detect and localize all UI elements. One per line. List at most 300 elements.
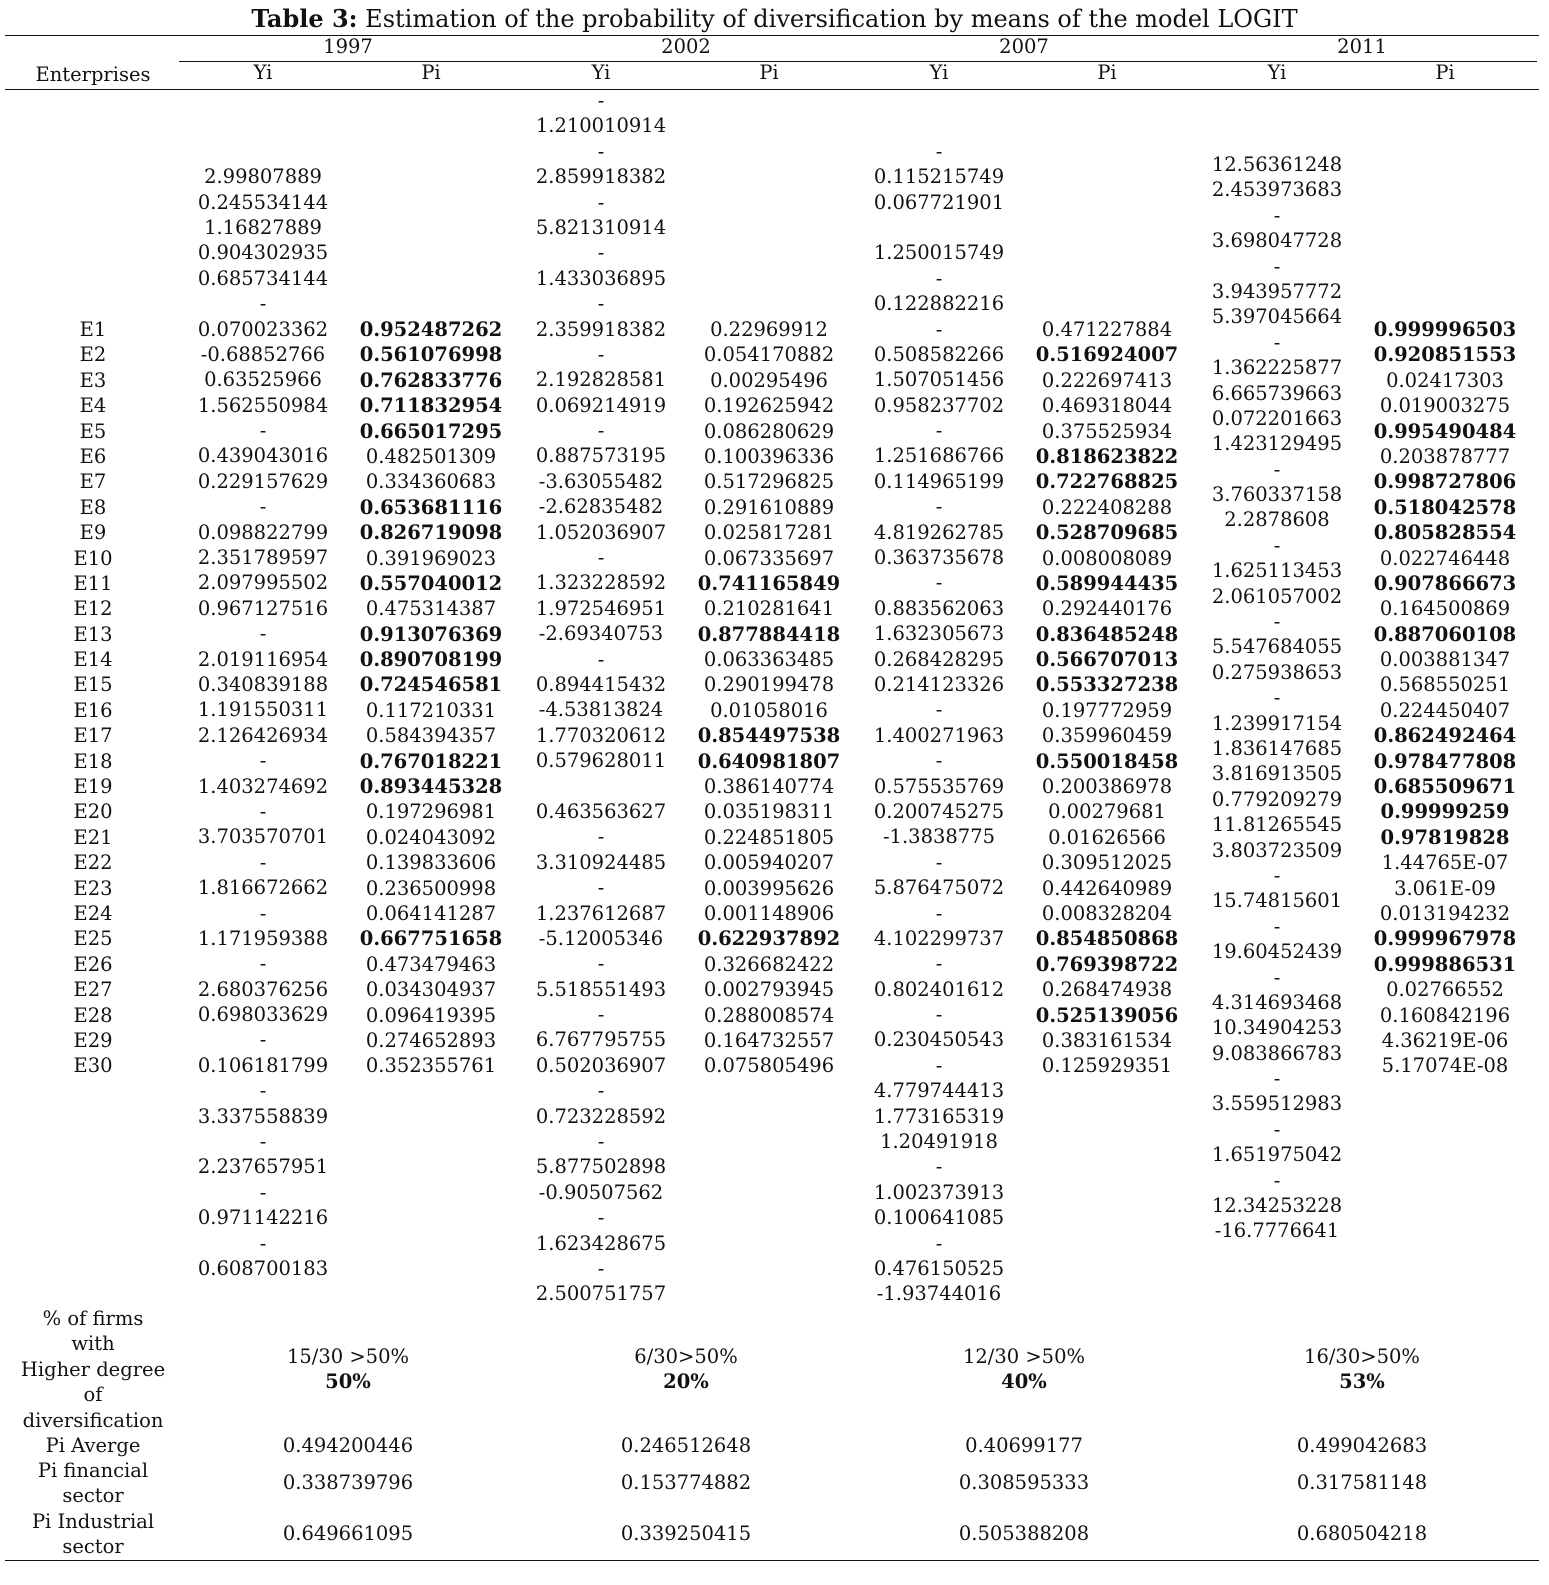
yi-header-2011: Yi xyxy=(1267,61,1287,84)
yi-value: - xyxy=(259,1028,267,1052)
yi-value: 10.34904253 xyxy=(1211,1016,1343,1040)
pi-value: 0.525139056 xyxy=(1035,1003,1179,1027)
yi-value: - xyxy=(935,1053,943,1077)
yi-value: - xyxy=(1273,330,1281,354)
pi-value: 0.02417303 xyxy=(1386,368,1504,392)
pi-value: 0.877884418 xyxy=(697,622,841,646)
pi-value: 0.274652893 xyxy=(365,1028,497,1052)
yi-value: 3.337558839 xyxy=(197,1104,329,1128)
yi-value: 0.685734144 xyxy=(197,266,329,290)
yi-value: 19.60452439 xyxy=(1211,940,1343,964)
pi-value: 0.890708199 xyxy=(359,648,503,672)
enterprise-label: E8 xyxy=(79,495,107,519)
yi-value: 1.237612687 xyxy=(535,901,667,925)
yi-value: 0.904302935 xyxy=(197,241,329,265)
enterprise-label: E14 xyxy=(73,648,113,672)
yi-value: - xyxy=(597,1206,605,1230)
pi-value: 0.589944435 xyxy=(1035,571,1179,595)
yi-value: 1.651975042 xyxy=(1211,1143,1343,1167)
pi-value: 3.061E-09 xyxy=(1394,876,1496,900)
yi-value: -2.62835482 xyxy=(538,495,664,519)
yi-value: 1.816672662 xyxy=(197,876,329,900)
pi-value: 0.854497538 xyxy=(697,724,841,748)
yi-value: 5.547684055 xyxy=(1211,635,1343,659)
enterprise-label: E2 xyxy=(79,343,107,367)
pi-value: 0.471227884 xyxy=(1041,318,1173,341)
enterprise-label: E25 xyxy=(73,927,113,951)
yi-value: 0.275938653 xyxy=(1211,660,1343,684)
yi-value: 6.665739663 xyxy=(1211,381,1343,405)
pi-value: 0.469318044 xyxy=(1041,394,1173,418)
pct-2002 xyxy=(517,1344,855,1395)
pi-value: 0.002793945 xyxy=(703,978,835,1002)
pi-value: 0.003881347 xyxy=(1379,648,1511,672)
yi-header-2002: Yi xyxy=(591,61,611,84)
yi-value: - xyxy=(259,622,267,646)
yi-value: - xyxy=(259,850,267,874)
yi-value: 15.74815601 xyxy=(1211,889,1343,913)
yi-value: 2.237657951 xyxy=(197,1155,329,1179)
pi-value: 0.653681116 xyxy=(359,495,503,519)
yi-value: - xyxy=(597,876,605,900)
yi-value: 0.106181799 xyxy=(197,1053,329,1077)
yi-value: - xyxy=(597,190,605,214)
yi-value: 0.122882216 xyxy=(873,292,1005,316)
yi-value: 3.703570701 xyxy=(197,825,329,849)
yi-value: 2.680376256 xyxy=(197,977,329,1001)
yi-value: 1.770320612 xyxy=(535,723,667,747)
yi-value: - xyxy=(597,342,605,366)
pi-value: 0.334360683 xyxy=(365,470,497,494)
yi-value: - xyxy=(1273,203,1281,227)
pi-financial-label xyxy=(8,1458,178,1509)
yi-value: 0.070023362 xyxy=(197,317,329,341)
pi-value: 0.391969023 xyxy=(365,546,497,570)
yi-value: 0.883562063 xyxy=(873,596,1005,620)
yi-value: 0.098822799 xyxy=(197,520,329,544)
pi-value: 0.622937892 xyxy=(697,927,841,951)
yi-value: 1.403274692 xyxy=(197,774,329,798)
year-2007: 2007 xyxy=(999,35,1049,58)
pct-2011 xyxy=(1193,1344,1531,1395)
pi-average-label: Pi Averge xyxy=(45,1434,141,1457)
pi-value: 0.359960459 xyxy=(1041,724,1173,748)
pi-industrial-label xyxy=(8,1509,178,1560)
pi-value: 0.999886531 xyxy=(1373,952,1517,976)
yi-value: 0.579628011 xyxy=(535,749,667,773)
yi-value: 4.102299737 xyxy=(873,926,1005,950)
pi-value: 0.584394357 xyxy=(365,724,497,748)
enterprise-label: E11 xyxy=(73,571,113,595)
pi-value: 0.99999259 xyxy=(1380,800,1510,824)
table-number: Table 3: xyxy=(251,4,358,33)
yi-value: 1.773165319 xyxy=(873,1104,1005,1128)
yi-value: 1.972546951 xyxy=(535,596,667,620)
pi-value: 0.978477808 xyxy=(1373,749,1517,773)
enterprise-label: E22 xyxy=(73,851,113,875)
table-caption: Estimation of the probability of diversification by means of the model LOGIT xyxy=(357,5,1298,33)
yi-value: - xyxy=(935,901,943,925)
yi-value: - xyxy=(259,1130,267,1154)
yi-value: 3.816913505 xyxy=(1211,762,1343,786)
pi-financial-1997: 0.338739796 xyxy=(282,1471,414,1494)
pi-value: 0.557040012 xyxy=(359,571,503,595)
yi-value: 11.81265545 xyxy=(1211,813,1343,837)
enterprise-label: E29 xyxy=(73,1028,113,1052)
yi-value: 2.126426934 xyxy=(197,723,329,747)
pi-value: 0.907866673 xyxy=(1373,571,1517,595)
yi-value: -1.93744016 xyxy=(876,1282,1002,1306)
pi-value: 0.999996503 xyxy=(1373,318,1517,341)
yi-value: - xyxy=(259,495,267,519)
enterprise-label: E1 xyxy=(79,318,107,341)
pi-value: 0.013194232 xyxy=(1379,901,1511,925)
pi-value: 0.075805496 xyxy=(703,1054,835,1078)
pi-value: 0.862492464 xyxy=(1373,724,1517,748)
enterprise-label: E19 xyxy=(73,775,113,799)
pi-average-2002: 0.246512648 xyxy=(620,1434,752,1457)
enterprises-header: Enterprises xyxy=(35,63,151,86)
yi-value: 0.245534144 xyxy=(197,190,329,214)
pi-value: 0.203878777 xyxy=(1379,444,1511,468)
yi-value: 1.507051456 xyxy=(873,368,1005,392)
pct-1997 xyxy=(179,1344,517,1395)
yi-value: 0.069214919 xyxy=(535,393,667,417)
yi-value: 0.439043016 xyxy=(197,444,329,468)
yi-value: 2.019116954 xyxy=(197,647,329,671)
ind-label-line: sector xyxy=(62,1535,124,1559)
yi-value: - xyxy=(1273,1168,1281,1192)
yi-value: - xyxy=(597,952,605,976)
pi-value: 0.096419395 xyxy=(365,1003,497,1027)
yi-value: 0.476150525 xyxy=(873,1256,1005,1280)
year-2011: 2011 xyxy=(1337,35,1387,58)
yi-value: 3.760337158 xyxy=(1211,483,1343,507)
yi-value: - xyxy=(259,1180,267,1204)
pi-value: 0.326682422 xyxy=(703,952,835,976)
pi-value: 0.352355761 xyxy=(365,1054,497,1078)
yi-value: 2.453973683 xyxy=(1211,178,1343,202)
yi-value: - xyxy=(935,317,943,341)
yi-value: 1.632305673 xyxy=(873,622,1005,646)
enterprise-column xyxy=(8,317,178,1079)
yi-value xyxy=(855,88,1023,113)
yi-value: 0.214123326 xyxy=(873,672,1005,696)
yi-value: - xyxy=(935,698,943,722)
pi-value: 0.913076369 xyxy=(359,622,503,646)
pi-column-2002 xyxy=(685,317,853,1079)
yi-value: 2.359918382 xyxy=(535,317,667,341)
yi-value: 1.171959388 xyxy=(197,926,329,950)
pi-value: 0.034304937 xyxy=(365,978,497,1002)
fin-label-line: Pi financial xyxy=(37,1459,149,1482)
pi-value: 0.063363485 xyxy=(703,648,835,672)
yi-column-2007 xyxy=(855,88,1023,1307)
pi-value: 0.01626566 xyxy=(1048,825,1166,849)
yi-value: 1.210010914 xyxy=(535,114,667,138)
yi-value: - xyxy=(935,749,943,773)
yi-value: 1.239917154 xyxy=(1211,711,1343,735)
pi-value: 0.640981807 xyxy=(697,749,841,773)
pi-header-2011: Pi xyxy=(1435,61,1455,84)
yi-column-1997 xyxy=(179,88,347,1281)
yi-value: 1.362225877 xyxy=(1211,356,1343,380)
yi-value: 0.268428295 xyxy=(873,647,1005,671)
yi-value xyxy=(855,113,1023,138)
pct-label-line: diversification xyxy=(22,1408,164,1432)
pi-value: 0.769398722 xyxy=(1035,952,1179,976)
yi-value: - xyxy=(1273,610,1281,634)
pi-value: 0.01058016 xyxy=(710,698,828,722)
year-2002: 2002 xyxy=(661,35,711,58)
yi-value: - xyxy=(597,139,605,163)
pi-value: 0.035198311 xyxy=(703,800,835,824)
yi-value: 1.002373913 xyxy=(873,1180,1005,1204)
yi-value xyxy=(179,88,347,113)
enterprise-label: E23 xyxy=(73,876,113,900)
enterprise-label: E12 xyxy=(73,597,113,621)
ratio-2002: 6/30>50% xyxy=(634,1345,738,1368)
yi-value: - xyxy=(597,825,605,849)
pi-value: 0.192625942 xyxy=(703,394,835,418)
pi-header-2007: Pi xyxy=(1097,61,1117,84)
yi-value: -0.90507562 xyxy=(538,1180,664,1204)
yi-value: 0.229157629 xyxy=(197,469,329,493)
yi-value: 0.502036907 xyxy=(535,1053,667,1077)
yi-value: - xyxy=(597,546,605,570)
yi-value: 1.423129495 xyxy=(1211,432,1343,456)
yi-value: 2.351789597 xyxy=(197,546,329,570)
fin-label-line: sector xyxy=(62,1484,124,1508)
pct-label-line: of xyxy=(83,1383,103,1407)
yi-value: 3.698047728 xyxy=(1211,229,1343,253)
yi-value: - xyxy=(1273,457,1281,481)
pi-value: 0.008008089 xyxy=(1041,546,1173,570)
yi-value: 1.400271963 xyxy=(873,723,1005,747)
yi-value: 0.887573195 xyxy=(535,444,667,468)
yi-value: - xyxy=(935,495,943,519)
yi-value: 1.323228592 xyxy=(535,571,667,595)
yi-value: - xyxy=(935,952,943,976)
enterprise-label: E5 xyxy=(79,419,107,443)
yi-value: - xyxy=(259,952,267,976)
enterprise-label: E17 xyxy=(73,724,113,748)
yi-value: 1.625113453 xyxy=(1211,559,1343,583)
pi-value: 0.999967978 xyxy=(1373,927,1517,951)
pi-financial-2011: 0.317581148 xyxy=(1296,1471,1428,1494)
yi-value: 2.061057002 xyxy=(1211,584,1343,608)
enterprise-label: E7 xyxy=(79,470,107,494)
pi-value: 0.375525934 xyxy=(1041,419,1173,443)
pi-value: 0.920851553 xyxy=(1373,343,1517,367)
pi-value: 0.290199478 xyxy=(703,673,835,697)
yi-value: 0.463563627 xyxy=(535,799,667,823)
pi-value: 0.224851805 xyxy=(703,825,835,849)
pct-label-line: % of firms xyxy=(42,1307,144,1330)
enterprise-label: E4 xyxy=(79,394,107,418)
yi-value: 0.200745275 xyxy=(873,799,1005,823)
yi-value: - xyxy=(597,1130,605,1154)
yi-value: 4.819262785 xyxy=(873,520,1005,544)
yi-value: 0.723228592 xyxy=(535,1104,667,1128)
yi-value: 0.100641085 xyxy=(873,1206,1005,1230)
pi-value: 0.210281641 xyxy=(703,597,835,621)
yi-value: -1.3838775 xyxy=(882,825,996,849)
pi-value: 0.711832954 xyxy=(359,394,503,418)
pi-value: 0.001148906 xyxy=(703,901,835,925)
pi-value: 0.236500998 xyxy=(365,876,497,900)
yi-value: 1.623428675 xyxy=(535,1231,667,1255)
pi-average-2007: 0.40699177 xyxy=(965,1434,1083,1457)
pi-value: 0.685509671 xyxy=(1373,775,1517,799)
pi-value: 0.724546581 xyxy=(359,673,503,697)
yi-value: 6.767795755 xyxy=(535,1028,667,1052)
yi-value: - xyxy=(935,850,943,874)
pi-value: 0.200386978 xyxy=(1041,775,1173,799)
yi-value: -5.12005346 xyxy=(538,926,664,950)
pi-value: 0.022746448 xyxy=(1379,546,1511,570)
pi-value: 0.741165849 xyxy=(697,571,841,595)
yi-value: 0.230450543 xyxy=(873,1028,1005,1052)
yi-value: - xyxy=(1273,533,1281,557)
yi-value: 3.559512983 xyxy=(1211,1092,1343,1116)
yi-value: 0.802401612 xyxy=(873,977,1005,1001)
yi-value: 0.115215749 xyxy=(873,165,1005,189)
pi-value: 0.222697413 xyxy=(1041,368,1173,392)
bottom-rule xyxy=(5,1560,1539,1561)
pi-value: 0.805828554 xyxy=(1373,521,1517,545)
yi-header-1997: Yi xyxy=(253,61,273,84)
yi-value xyxy=(179,113,347,138)
enterprise-label: E28 xyxy=(73,1003,113,1027)
pi-value: 1.44765E-07 xyxy=(1381,851,1509,875)
pi-industrial-1997: 0.649661095 xyxy=(282,1522,414,1545)
pi-value: 4.36219E-06 xyxy=(1381,1028,1509,1052)
yi-value: 0.508582266 xyxy=(873,342,1005,366)
ratio-2007: 12/30 >50% xyxy=(962,1345,1086,1368)
pi-value: 0.887060108 xyxy=(1373,622,1517,646)
pi-value: 0.222408288 xyxy=(1041,495,1173,519)
pi-value: 0.550018458 xyxy=(1035,749,1179,773)
pi-value: 0.561076998 xyxy=(359,343,503,367)
enterprise-label: E27 xyxy=(73,978,113,1002)
yi-value: 0.698033629 xyxy=(197,1003,329,1027)
pi-value: 0.02766552 xyxy=(1386,978,1504,1002)
enterprise-label: E26 xyxy=(73,952,113,976)
yi-value: - xyxy=(597,89,605,112)
yi-value: 0.340839188 xyxy=(197,672,329,696)
enterprise-label: E6 xyxy=(79,444,107,468)
enterprise-label: E20 xyxy=(73,800,113,824)
yi-value: - xyxy=(597,241,605,265)
yi-value: - xyxy=(597,1079,605,1103)
pi-value: 5.17074E-08 xyxy=(1381,1054,1509,1078)
percent-1997: 50% xyxy=(325,1370,371,1394)
yi-value: - xyxy=(259,901,267,925)
enterprise-label: E9 xyxy=(79,521,107,545)
pct-firms-label xyxy=(8,1306,178,1433)
yi-value: - xyxy=(935,1003,943,1027)
enterprise-label: E13 xyxy=(73,622,113,646)
yi-value: 4.779744413 xyxy=(873,1079,1005,1103)
yi-value: - xyxy=(259,419,267,443)
yi-value: - xyxy=(935,1155,943,1179)
yi-value: 12.34253228 xyxy=(1211,1194,1343,1218)
pi-value: 0.528709685 xyxy=(1035,521,1179,545)
ratio-1997: 15/30 >50% xyxy=(286,1345,410,1368)
yi-value: - xyxy=(259,1079,267,1103)
pi-value: 0.054170882 xyxy=(703,343,835,367)
pi-industrial-2011: 0.680504218 xyxy=(1296,1522,1428,1545)
percent-2007: 40% xyxy=(1001,1370,1047,1394)
yi-value: - xyxy=(259,799,267,823)
pi-value: 0.762833776 xyxy=(359,368,503,392)
pi-value: 0.139833606 xyxy=(365,851,497,875)
yi-value: 0.894415432 xyxy=(535,672,667,696)
pi-value: 0.722768825 xyxy=(1035,470,1179,494)
yi-value: 0.967127516 xyxy=(197,596,329,620)
pi-value: 0.517296825 xyxy=(703,470,835,494)
yi-value: 0.608700183 xyxy=(197,1256,329,1280)
yi-value: - xyxy=(259,1231,267,1255)
pi-value: 0.019003275 xyxy=(1379,394,1511,418)
pi-value: 0.288008574 xyxy=(703,1003,835,1027)
enterprise-label: E21 xyxy=(73,825,113,849)
yi-value: - xyxy=(1273,1067,1281,1091)
yi-value: - xyxy=(597,419,605,443)
yi-value: - xyxy=(597,292,605,316)
yi-value: 2.2878608 xyxy=(1224,508,1330,532)
yi-value: 2.500751757 xyxy=(535,1282,667,1306)
yi-value: 1.250015749 xyxy=(873,241,1005,265)
pi-value: 0.025817281 xyxy=(703,521,835,545)
yi-value: 5.877502898 xyxy=(535,1155,667,1179)
yi-value: - xyxy=(259,292,267,316)
yi-value: 5.876475072 xyxy=(873,876,1005,900)
pi-value: 0.086280629 xyxy=(703,419,835,443)
pi-value: 0.024043092 xyxy=(365,825,497,849)
pi-average-1997: 0.494200446 xyxy=(282,1434,414,1457)
yi-value: - xyxy=(597,1256,605,1280)
pi-industrial-2007: 0.505388208 xyxy=(958,1522,1090,1545)
yi-value: 1.16827889 xyxy=(204,215,322,239)
yi-value: -2.69340753 xyxy=(538,622,664,646)
pi-value: 0.995490484 xyxy=(1373,419,1517,443)
enterprise-label: E3 xyxy=(79,368,107,392)
pi-value: 0.854850868 xyxy=(1035,927,1179,951)
yi-value: - xyxy=(935,266,943,290)
yi-value: 2.859918382 xyxy=(535,165,667,189)
yi-value: 2.192828581 xyxy=(535,368,667,392)
percent-2011: 53% xyxy=(1339,1370,1385,1394)
yi-value: - xyxy=(935,571,943,595)
pi-financial-2002: 0.153774882 xyxy=(620,1471,752,1494)
yi-value: 1.251686766 xyxy=(873,444,1005,468)
pi-financial-2007: 0.308595333 xyxy=(958,1471,1090,1494)
yi-value: 1.20491918 xyxy=(880,1130,998,1154)
pi-value: 0.003995626 xyxy=(703,876,835,900)
yi-value: - xyxy=(935,139,943,163)
yi-value: 0.575535769 xyxy=(873,774,1005,798)
yi-value: 1.836147685 xyxy=(1211,736,1343,760)
pi-value: 0.893445328 xyxy=(359,775,503,799)
yi-value: - xyxy=(1273,965,1281,989)
yi-value: - xyxy=(1273,914,1281,938)
pi-industrial-2002: 0.339250415 xyxy=(620,1522,752,1545)
yi-value: 4.314693468 xyxy=(1211,990,1343,1014)
pi-value: 0.00295496 xyxy=(710,368,828,392)
pct-label-line: with xyxy=(71,1332,115,1356)
